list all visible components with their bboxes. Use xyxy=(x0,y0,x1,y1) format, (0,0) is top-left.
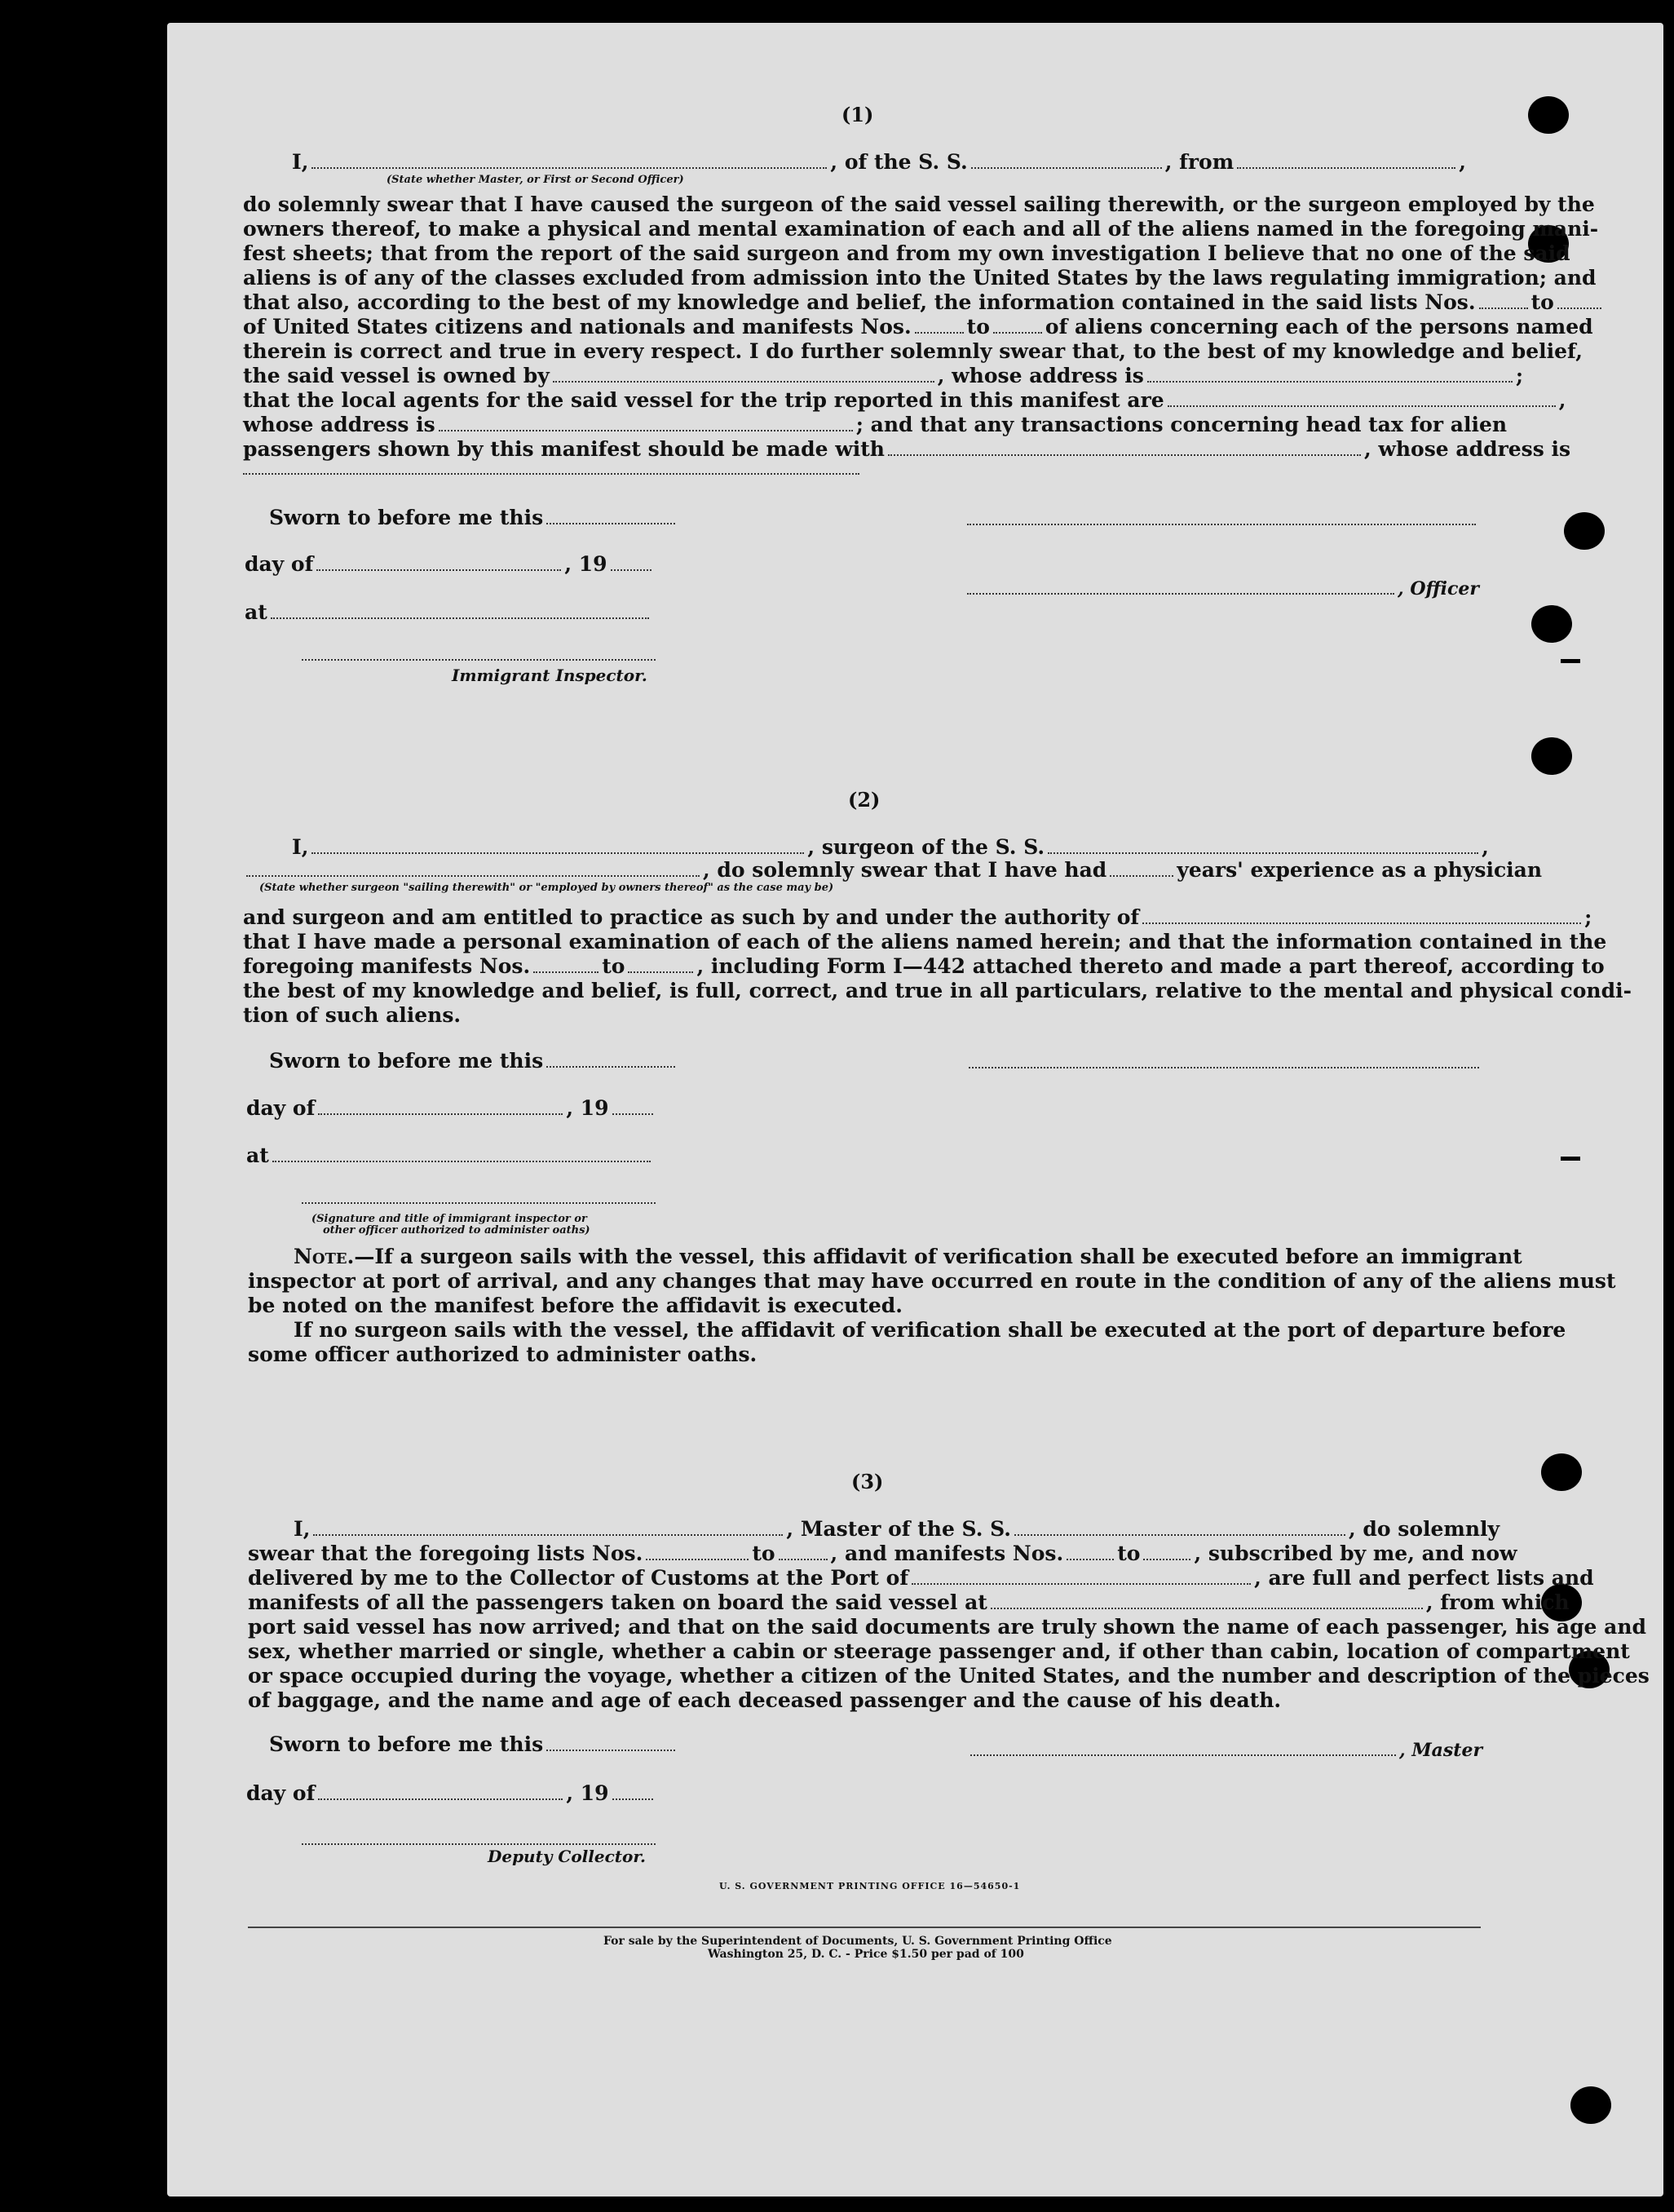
authority-field[interactable] xyxy=(1142,922,1581,924)
signature-caption-1: (Signature and title of immigrant inspector or xyxy=(311,1213,587,1225)
sworn-day-field[interactable] xyxy=(546,523,675,524)
note-line-5: some officer authorized to administer oaths. xyxy=(248,1343,757,1366)
sworn-place-field[interactable] xyxy=(271,617,649,619)
manifests-from-field-3[interactable] xyxy=(1067,1559,1114,1560)
manifests-from-field-2[interactable] xyxy=(533,971,598,973)
section-1-body-3: fest sheets; that from the report of the said surgeon and from my own investigation I believe that no one of the said xyxy=(243,241,1570,265)
section-1-officer-line: , Officer xyxy=(964,576,1479,601)
surgeon-signature-field[interactable] xyxy=(969,1067,1479,1068)
sworn-year-field-3[interactable] xyxy=(612,1798,653,1800)
binder-hole xyxy=(1528,96,1569,134)
owner-address-field[interactable] xyxy=(1147,381,1513,383)
lists-from-field-3[interactable] xyxy=(646,1559,749,1560)
section-1-oath-line: I, , of the S. S. , from , xyxy=(292,150,1466,174)
head-tax-party-field[interactable] xyxy=(888,454,1361,456)
section-1-owned-line: the said vessel is owned by , whose address is ; xyxy=(243,364,1524,387)
section-3-port-line: delivered by me to the Collector of Customs at the Port of , are full and perfect lists and xyxy=(248,1566,1594,1590)
master-signature-field[interactable] xyxy=(970,1754,1396,1756)
administering-officer-signature-field[interactable] xyxy=(302,1202,656,1204)
section-3-number: (3) xyxy=(851,1470,884,1493)
port-field[interactable] xyxy=(912,1583,1251,1585)
deputy-collector-caption: Deputy Collector. xyxy=(488,1847,647,1866)
sworn-day-field-2[interactable] xyxy=(546,1066,675,1068)
section-1-at: at xyxy=(245,600,652,625)
head-tax-address-field[interactable] xyxy=(243,473,859,475)
section-2-experience-line: , do solemnly swear that I have had years' experience as a physician xyxy=(243,858,1542,883)
note-line-1: Note.—If a surgeon sails with the vessel, this affidavit of verification shall be executed before an immigrant xyxy=(294,1245,1522,1268)
section-2-body-1: that I have made a personal examination of each of the aliens named herein; and that the information contained in the xyxy=(243,930,1607,953)
lists-to-field-3[interactable] xyxy=(779,1559,828,1560)
section-1-agents-line: that the local agents for the said vessel for the trip reported in this manifest are , xyxy=(243,388,1566,412)
manifests-to-field-2[interactable] xyxy=(628,971,693,973)
section-3-oath-line: I, , Master of the S. S. , do solemnly xyxy=(294,1517,1500,1541)
collector-signature-field[interactable] xyxy=(302,1843,656,1845)
manifests-to-field-3[interactable] xyxy=(1143,1559,1190,1560)
section-3-body-3: or space occupied during the voyage, whether a citizen of the United States, and the number and description of the pieces xyxy=(248,1664,1650,1688)
section-2-at: at xyxy=(246,1144,654,1168)
sworn-month-field-3[interactable] xyxy=(318,1798,563,1800)
from-port-field[interactable] xyxy=(1237,167,1455,169)
master-name-field[interactable] xyxy=(313,1534,783,1536)
lists-to-field[interactable] xyxy=(1557,307,1601,309)
binder-hole xyxy=(1564,512,1605,550)
sworn-day-field-3[interactable] xyxy=(546,1750,675,1751)
section-2-manifests-line: foregoing manifests Nos. to , including Form I—442 attached thereto and made a part thereof, according to xyxy=(243,954,1605,978)
footer-line-2: Washington 25, D. C. - Price $1.50 per pad of 100 xyxy=(708,1948,1024,1961)
section-1-body-2: owners thereof, to make a physical and mental examination of each and all of the aliens named in the foregoing mani- xyxy=(243,217,1599,241)
officer-title-field[interactable] xyxy=(967,593,1394,595)
officer-name-field[interactable] xyxy=(311,167,827,169)
officer-caption: (State whether Master, or First or Second Officer) xyxy=(386,174,684,186)
surgeon-status-field[interactable] xyxy=(246,875,700,877)
printer-imprint: U. S. GOVERNMENT PRINTING OFFICE 16—54650-1 xyxy=(719,1881,1021,1891)
section-2-day-of: day of , 19 xyxy=(246,1096,656,1121)
sworn-place-field-2[interactable] xyxy=(272,1161,651,1162)
years-experience-field[interactable] xyxy=(1110,875,1173,877)
note-line-4: If no surgeon sails with the vessel, the affidavit of verification shall be executed at the port of departure before xyxy=(294,1318,1566,1342)
section-1-body-1: do solemnly swear that I have caused the surgeon of the said vessel sailing therewith, or the surgeon employed by the xyxy=(243,192,1595,216)
surgeon-name-field[interactable] xyxy=(311,852,804,854)
section-1-number: (1) xyxy=(841,103,874,126)
footer-rule xyxy=(248,1927,1481,1928)
section-1-body-4: aliens is of any of the classes excluded from admission into the United States by the laws regulating immigration; and xyxy=(243,266,1597,290)
master-vessel-field[interactable] xyxy=(1014,1534,1345,1536)
edge-mark xyxy=(1561,659,1580,663)
section-1-passengers-line: passengers shown by this manifest should be made with , whose address is xyxy=(243,437,1571,461)
section-2-number: (2) xyxy=(848,788,881,812)
section-2-body-3: tion of such aliens. xyxy=(243,1003,462,1027)
vessel-name-field[interactable] xyxy=(971,167,1162,169)
binder-hole xyxy=(1541,1453,1582,1491)
sworn-month-field[interactable] xyxy=(316,569,561,571)
lists-from-field[interactable] xyxy=(1479,307,1528,309)
section-3-boarded-line: manifests of all the passengers taken on board the said vessel at , from which xyxy=(248,1590,1570,1614)
agents-address-field[interactable] xyxy=(439,430,853,431)
manifests-from-field[interactable] xyxy=(915,332,964,334)
note-line-2: inspector at port of arrival, and any changes that may have occurred en route in the condition of any of the aliens must xyxy=(248,1269,1616,1293)
sworn-year-field-2[interactable] xyxy=(612,1113,653,1115)
section-2-body-2: the best of my knowledge and belief, is full, correct, and true in all particulars, relative to the mental and physical condi- xyxy=(243,979,1632,1002)
signature-caption-2: other officer authorized to administer oaths) xyxy=(323,1224,590,1237)
footer-line-1: For sale by the Superintendent of Documents, U. S. Government Printing Office xyxy=(603,1935,1112,1948)
binder-hole xyxy=(1531,737,1572,775)
note-line-3: be noted on the manifest before the affidavit is executed. xyxy=(248,1294,903,1317)
sworn-year-field[interactable] xyxy=(611,569,651,571)
section-1-day-of: day of , 19 xyxy=(245,552,655,577)
edge-mark xyxy=(1561,1157,1580,1161)
surgeon-caption: (State whether surgeon "sailing therewith" or "employed by owners thereof" as the case may be) xyxy=(259,882,834,894)
section-3-body-2: sex, whether married or single, whether a cabin or steerage passenger and, if other than cabin, location of compartment xyxy=(248,1639,1630,1663)
section-3-sworn: Sworn to before me this xyxy=(269,1732,678,1757)
section-2-sworn: Sworn to before me this xyxy=(269,1049,678,1073)
owner-field[interactable] xyxy=(553,381,934,383)
inspector-signature-field[interactable] xyxy=(302,659,656,661)
immigrant-inspector-caption: Immigrant Inspector. xyxy=(452,666,647,685)
binder-hole xyxy=(1531,605,1572,643)
agents-field[interactable] xyxy=(1168,405,1556,407)
surgeon-vessel-field[interactable] xyxy=(1048,852,1478,854)
manifests-to-field[interactable] xyxy=(993,332,1042,334)
section-3-body-1: port said vessel has now arrived; and that on the said documents are truly shown the name of each passenger, his age and xyxy=(248,1615,1647,1639)
section-3-day-of: day of , 19 xyxy=(246,1781,656,1806)
section-1-sworn: Sworn to before me this xyxy=(269,506,678,530)
officer-signature-field[interactable] xyxy=(967,524,1476,525)
binder-hole xyxy=(1570,2086,1611,2124)
section-2-authority-line: and surgeon and am entitled to practice as such by and under the authority of ; xyxy=(243,905,1592,929)
section-1-further-line: therein is correct and true in every respect. I do further solemnly swear that, to the best of my knowledge and belief, xyxy=(243,339,1583,363)
section-3-master-line: , Master xyxy=(967,1737,1482,1763)
section-3-lists-line: swear that the foregoing lists Nos. to , and manifests Nos. to , subscribed by me, and now xyxy=(248,1542,1517,1565)
section-2-oath-line: I, , surgeon of the S. S. , xyxy=(292,835,1489,859)
section-1-lists-line: that also, according to the best of my knowledge and belief, the information contained in the said lists Nos. to xyxy=(243,290,1605,315)
section-1-address-line: whose address is ; and that any transactions concerning head tax for alien xyxy=(243,413,1508,436)
boarding-port-field[interactable] xyxy=(991,1608,1423,1609)
sworn-month-field-2[interactable] xyxy=(318,1113,563,1115)
section-3-body-4: of baggage, and the name and age of each deceased passenger and the cause of his death. xyxy=(248,1688,1282,1712)
section-1-manifests-line: of United States citizens and nationals and manifests Nos. to of aliens concerning each of the persons named xyxy=(243,315,1593,338)
